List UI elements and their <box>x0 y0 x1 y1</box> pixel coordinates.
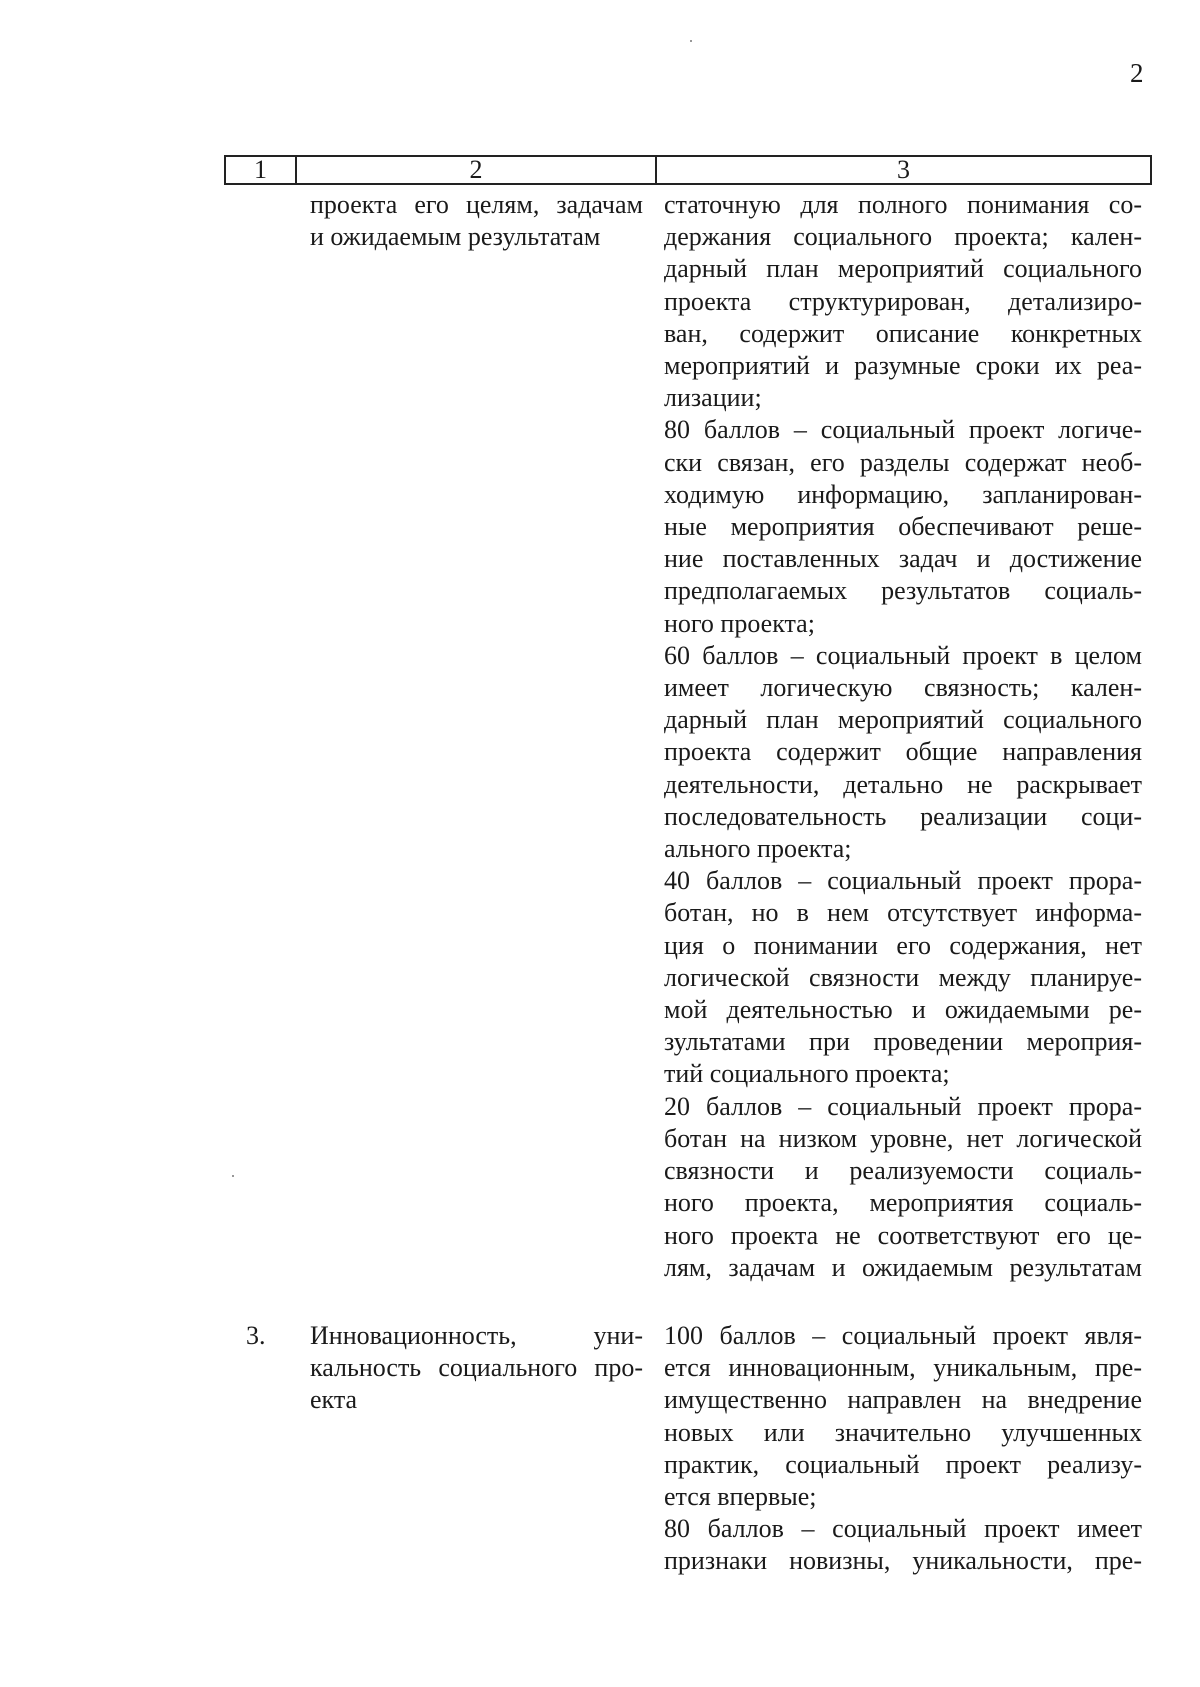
row-3-criterion-line: кальность социального про- <box>310 1353 643 1382</box>
text-line: 100 баллов – социальный проект явля- <box>664 1321 1142 1350</box>
row-3-criterion-line: Инновационность, уни- <box>310 1321 643 1350</box>
text-line: логической связности между планируе- <box>664 962 1142 992</box>
text-line: ного проекта; <box>664 608 815 638</box>
text-line: последовательность реализации соци- <box>664 801 1142 831</box>
row-2-criterion-line: и ожидаемым результатам <box>310 222 601 251</box>
row-3-scoring-text <box>664 1320 1142 1578</box>
text-line: ходимую информацию, запланирован- <box>664 479 1142 509</box>
text-line: статочную для полного понимания со- <box>664 190 1142 219</box>
text-line: имущественно направлен на внедрение <box>664 1385 1142 1415</box>
text-line: предполагаемых результатов социаль- <box>664 576 1142 606</box>
text-line: деятельности, детально не раскрывает <box>664 769 1142 799</box>
text-line: 20 баллов – социальный проект прора- <box>664 1091 1142 1121</box>
text-line: ние поставленных задач и достижение <box>664 544 1142 574</box>
text-line: 80 баллов – социальный проект логиче- <box>664 415 1142 445</box>
text-line: 80 баллов – социальный проект имеет <box>664 1514 1142 1544</box>
text-line: 60 баллов – социальный проект в целом <box>664 640 1142 670</box>
row-3-criterion-line: екта <box>310 1385 358 1414</box>
row-3-number: 3. <box>246 1321 266 1350</box>
text-line: тий социального проекта; <box>664 1059 950 1089</box>
text-line: новых или значительно улучшенных <box>664 1417 1142 1447</box>
text-line: дарный план мероприятий социального <box>664 705 1142 735</box>
text-line: ется инновационным, уникальным, пре- <box>664 1353 1142 1383</box>
text-line: ван, содержит описание конкретных <box>664 318 1142 348</box>
text-line: 40 баллов – социальный проект прора- <box>664 866 1142 896</box>
table-header-col-1: 1 <box>226 157 297 183</box>
text-line: лям, задачам и ожидаемым результатам <box>664 1252 1142 1282</box>
text-line: ального проекта; <box>664 834 852 864</box>
table-header-row <box>224 155 1152 185</box>
row-3-criterion <box>310 1320 643 1416</box>
text-line: ного проекта не соответствуют его це- <box>664 1220 1142 1250</box>
row-2-criterion-line: проекта его целям, задачам <box>310 190 643 219</box>
text-line: ного проекта, мероприятия социаль- <box>664 1188 1142 1218</box>
text-line: имеет логическую связность; кален- <box>664 673 1142 703</box>
text-line: ски связан, его разделы содержат необ- <box>664 447 1142 477</box>
text-line: держания социального проекта; кален- <box>664 222 1142 252</box>
text-line: мероприятий и разумные сроки их реа- <box>664 351 1142 381</box>
text-line: ботан, но в нем отсутствует информа- <box>664 898 1142 928</box>
text-line: дарный план мероприятий социального <box>664 254 1142 284</box>
text-line: связности и реализуемости социаль- <box>664 1156 1142 1186</box>
text-line: проекта структурирован, детализиро- <box>664 286 1142 316</box>
text-line: мой деятельностью и ожидаемыми ре- <box>664 995 1142 1025</box>
text-line: ные мероприятия обеспечивают реше- <box>664 512 1142 542</box>
table-header-col-2: 2 <box>297 157 657 183</box>
text-line: проекта содержит общие направления <box>664 737 1142 767</box>
scan-speck-left <box>232 1175 234 1177</box>
text-line: ется впервые; <box>664 1482 817 1512</box>
text-line: практик, социальный проект реализу- <box>664 1449 1142 1479</box>
text-line: ция о понимании его содержания, нет <box>664 930 1142 960</box>
text-line: лизации; <box>664 383 762 413</box>
scan-speck-top <box>690 40 692 42</box>
page-number: 2 <box>1130 58 1144 88</box>
table-header-col-3: 3 <box>897 155 910 184</box>
text-line: зультатами при проведении мероприя- <box>664 1027 1142 1057</box>
row-2-scoring-text <box>664 189 1142 1284</box>
row-2-criterion <box>310 189 643 253</box>
text-line: ботан на низком уровне, нет логической <box>664 1123 1142 1153</box>
text-line: признаки новизны, уникальности, пре- <box>664 1546 1142 1576</box>
